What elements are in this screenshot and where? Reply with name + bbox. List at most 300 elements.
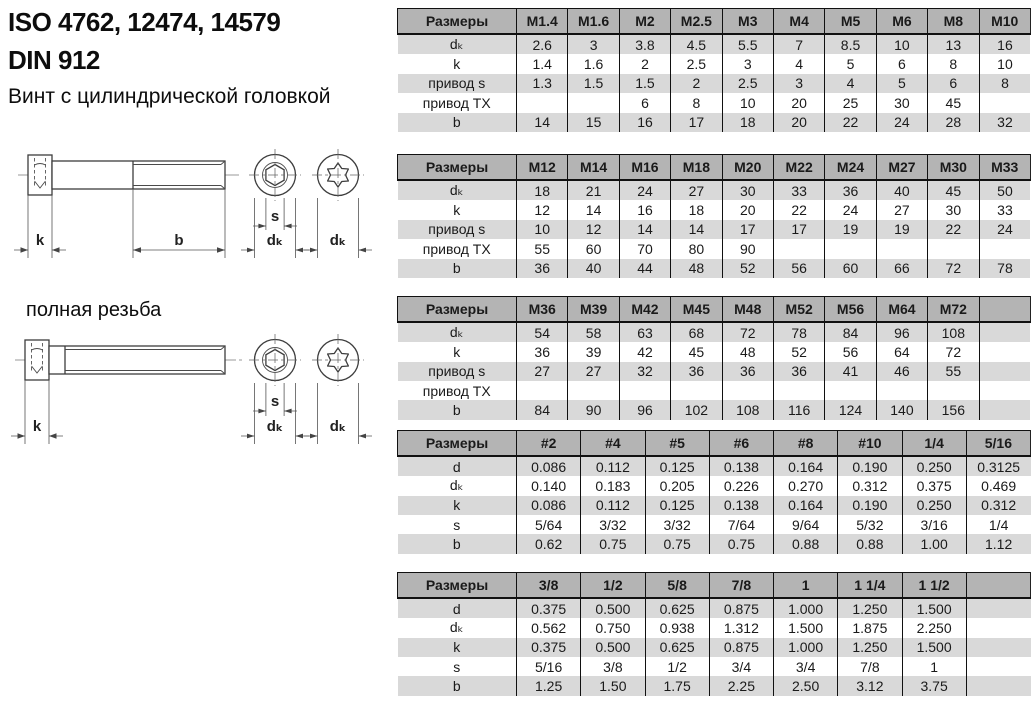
value-cell: 5/32 (838, 515, 902, 534)
value-cell: 2.5 (671, 54, 722, 73)
value-cell: 48 (671, 259, 722, 278)
drawing-partial-thread-screw (8, 145, 388, 270)
value-cell: 2 (671, 74, 722, 93)
column-header-cell: M56 (825, 296, 876, 322)
column-header-cell: M24 (825, 154, 876, 180)
value-cell: 0.469 (966, 476, 1030, 495)
dimension-label-k: k (35, 232, 45, 249)
value-cell: 9/64 (774, 515, 838, 534)
screw-head (25, 340, 49, 380)
value-cell: 10 (876, 34, 927, 54)
value-cell: 0.125 (645, 456, 709, 476)
value-cell: 17 (671, 113, 722, 132)
value-cell: 18 (671, 200, 722, 219)
column-header-cell: #6 (709, 430, 773, 456)
value-cell: 1.5 (619, 74, 670, 93)
row-label-cell: k (398, 54, 517, 73)
value-cell (966, 657, 1030, 676)
value-cell: 36 (773, 362, 824, 381)
screw-side-view (18, 155, 242, 195)
column-header-cell: 1/4 (902, 430, 966, 456)
value-cell: 0.625 (645, 638, 709, 657)
value-cell: 1.250 (838, 638, 902, 657)
value-cell: 0.750 (581, 618, 645, 637)
value-cell: 0.112 (581, 496, 645, 515)
column-header-cell: M45 (671, 296, 722, 322)
value-cell: 6 (876, 54, 927, 73)
row-label-cell: k (398, 200, 517, 219)
page-subtitle: Винт с цилиндрической головкой (8, 85, 331, 108)
value-cell: 25 (825, 93, 876, 112)
dimension-k (14, 195, 66, 258)
hex-socket-end-view (249, 149, 301, 201)
column-header-cell: 1 1/2 (902, 572, 966, 598)
value-cell: 64 (876, 342, 927, 361)
column-header-cell: #8 (774, 430, 838, 456)
value-cell: 55 (928, 362, 979, 381)
dimension-s-hex (253, 198, 297, 230)
value-cell: 16 (619, 200, 670, 219)
value-cell: 1/4 (966, 515, 1030, 534)
column-header-cell: 5/8 (645, 572, 709, 598)
column-header-cell: M2 (619, 9, 670, 35)
value-cell: 1.875 (838, 618, 902, 637)
column-header-cell: 1 (774, 572, 838, 598)
value-cell (979, 381, 1030, 400)
value-cell: 1.500 (902, 638, 966, 657)
value-cell: 60 (825, 259, 876, 278)
value-cell: 0.938 (645, 618, 709, 637)
value-cell: 1.5 (568, 74, 619, 93)
value-cell (722, 381, 773, 400)
screw-shank (49, 346, 225, 374)
table-row (398, 200, 1031, 219)
value-cell (966, 618, 1030, 637)
value-cell: 19 (825, 220, 876, 239)
value-cell: 72 (928, 259, 979, 278)
table-row (398, 534, 1031, 553)
column-header-cell: M2.5 (671, 9, 722, 35)
value-cell: 3/8 (581, 657, 645, 676)
dimension-label-b: b (174, 232, 184, 249)
value-cell (966, 598, 1030, 618)
value-cell (979, 93, 1030, 112)
value-cell (517, 381, 568, 400)
column-header-cell: M64 (876, 296, 927, 322)
row-label-cell: привод s (398, 74, 517, 93)
value-cell: 1/2 (645, 657, 709, 676)
value-cell: 108 (722, 400, 773, 419)
row-label-cell: привод TX (398, 93, 517, 112)
header-row (398, 430, 1031, 456)
value-cell: 0.140 (517, 476, 581, 495)
table-row (398, 113, 1031, 132)
value-cell (928, 239, 979, 258)
value-cell: 10 (979, 54, 1030, 73)
value-cell: 3/4 (709, 657, 773, 676)
screw-side-view (15, 340, 242, 380)
value-cell: 0.75 (581, 534, 645, 553)
value-cell (966, 676, 1030, 695)
value-cell: 70 (619, 239, 670, 258)
value-cell: 0.625 (645, 598, 709, 618)
value-cell (517, 93, 568, 112)
table-row (398, 381, 1031, 400)
value-cell: 1.000 (774, 598, 838, 618)
screw-shank (52, 161, 225, 189)
value-cell: 5 (825, 54, 876, 73)
page-title-line1: ISO 4762, 12474, 14579 (8, 7, 281, 37)
value-cell: 36 (825, 180, 876, 200)
value-cell: 0.312 (838, 476, 902, 495)
row-label-cell: привод s (398, 220, 517, 239)
spec-table-unc-small (397, 430, 1031, 554)
row-label-cell: k (398, 496, 517, 515)
row-label-cell: b (398, 113, 517, 132)
value-cell: 36 (517, 259, 568, 278)
value-cell: 0.138 (709, 456, 773, 476)
value-cell: 45 (671, 342, 722, 361)
column-header-cell: M1.6 (568, 9, 619, 35)
value-cell: 1.250 (838, 598, 902, 618)
value-cell: 1.50 (581, 676, 645, 695)
sizes-header-cell: Размеры (398, 9, 517, 35)
value-cell: 7/8 (838, 657, 902, 676)
table-row (398, 638, 1031, 657)
row-label-cell: d (398, 598, 517, 618)
value-cell (966, 638, 1030, 657)
value-cell: 12 (517, 200, 568, 219)
row-label-cell: dₖ (398, 180, 517, 200)
table-row (398, 54, 1031, 73)
value-cell: 24 (876, 113, 927, 132)
column-header-cell: #5 (645, 430, 709, 456)
value-cell: 2.25 (709, 676, 773, 695)
value-cell: 0.375 (517, 638, 581, 657)
table-row (398, 676, 1031, 695)
value-cell: 4 (825, 74, 876, 93)
row-label-cell: b (398, 534, 517, 553)
value-cell: 3/4 (774, 657, 838, 676)
value-cell: 0.562 (517, 618, 581, 637)
value-cell (671, 381, 722, 400)
table-row (398, 618, 1031, 637)
value-cell: 40 (568, 259, 619, 278)
value-cell: 55 (517, 239, 568, 258)
column-header-cell: M4 (773, 9, 824, 35)
value-cell: 18 (517, 180, 568, 200)
value-cell: 33 (979, 200, 1030, 219)
value-cell: 20 (722, 200, 773, 219)
value-cell: 0.500 (581, 638, 645, 657)
value-cell: 56 (773, 259, 824, 278)
column-header-cell (979, 296, 1030, 322)
value-cell: 27 (517, 362, 568, 381)
dimension-label-dk: dₖ (266, 232, 284, 249)
value-cell: 13 (928, 34, 979, 54)
table-row (398, 342, 1031, 361)
value-cell: 2.6 (517, 34, 568, 54)
value-cell: 60 (568, 239, 619, 258)
value-cell: 1.3 (517, 74, 568, 93)
column-header-cell: M3 (722, 9, 773, 35)
table-row (398, 322, 1031, 342)
table-row (398, 476, 1031, 495)
tables-panel (397, 8, 1030, 696)
column-header-cell: M5 (825, 9, 876, 35)
table-row (398, 496, 1031, 515)
value-cell: 17 (722, 220, 773, 239)
value-cell (568, 93, 619, 112)
value-cell: 0.875 (709, 598, 773, 618)
value-cell: 0.875 (709, 638, 773, 657)
value-cell: 0.190 (838, 456, 902, 476)
value-cell: 36 (671, 362, 722, 381)
value-cell: 1.12 (966, 534, 1030, 553)
value-cell (979, 342, 1030, 361)
dimension-label-s: s (270, 208, 280, 225)
column-header-cell: M39 (568, 296, 619, 322)
header-row (398, 296, 1031, 322)
value-cell: 0.086 (517, 496, 581, 515)
column-header-cell: 1 1/4 (838, 572, 902, 598)
value-cell: 0.375 (902, 476, 966, 495)
value-cell: 10 (517, 220, 568, 239)
value-cell: 0.226 (709, 476, 773, 495)
dimension-k (11, 380, 63, 444)
drawing-full-thread-screw (8, 325, 388, 450)
row-label-cell: привод s (398, 362, 517, 381)
value-cell: 19 (876, 220, 927, 239)
value-cell: 96 (619, 400, 670, 419)
table-row (398, 259, 1031, 278)
row-label-cell: k (398, 638, 517, 657)
value-cell: 63 (619, 322, 670, 342)
header-row (398, 572, 1031, 598)
value-cell: 32 (979, 113, 1030, 132)
value-cell (979, 362, 1030, 381)
page-title-line2: DIN 912 (8, 45, 100, 75)
column-header-cell: M10 (979, 9, 1030, 35)
value-cell: 22 (773, 200, 824, 219)
value-cell: 0.312 (966, 496, 1030, 515)
table-row (398, 93, 1031, 112)
value-cell: 0.190 (838, 496, 902, 515)
sizes-header-cell: Размеры (398, 430, 517, 456)
table-row (398, 74, 1031, 93)
value-cell: 7/64 (709, 515, 773, 534)
value-cell: 7 (773, 34, 824, 54)
value-cell: 3.75 (902, 676, 966, 695)
row-label-cell: s (398, 515, 517, 534)
value-cell: 15 (568, 113, 619, 132)
value-cell: 48 (722, 342, 773, 361)
value-cell: 3/16 (902, 515, 966, 534)
value-cell: 90 (722, 239, 773, 258)
value-cell: 6 (619, 93, 670, 112)
value-cell: 0.086 (517, 456, 581, 476)
value-cell: 84 (825, 322, 876, 342)
value-cell: 24 (619, 180, 670, 200)
value-cell (825, 239, 876, 258)
dimension-label-dk: dₖ (329, 418, 347, 435)
value-cell: 1.500 (902, 598, 966, 618)
dimension-dk-torx (304, 198, 372, 258)
value-cell: 1.00 (902, 534, 966, 553)
value-cell: 24 (979, 220, 1030, 239)
value-cell (876, 381, 927, 400)
column-header-cell (966, 572, 1030, 598)
column-header-cell: M72 (928, 296, 979, 322)
value-cell: 42 (619, 342, 670, 361)
value-cell: 54 (517, 322, 568, 342)
value-cell: 33 (773, 180, 824, 200)
value-cell: 17 (773, 220, 824, 239)
column-header-cell: M30 (928, 154, 979, 180)
row-label-cell: b (398, 259, 517, 278)
value-cell: 41 (825, 362, 876, 381)
value-cell: 5.5 (722, 34, 773, 54)
value-cell: 1.25 (517, 676, 581, 695)
column-header-cell: M1.4 (517, 9, 568, 35)
torx-end-view (312, 149, 364, 201)
value-cell: 1.312 (709, 618, 773, 637)
value-cell: 24 (825, 200, 876, 219)
dimension-label-dk: dₖ (329, 232, 347, 249)
value-cell: 66 (876, 259, 927, 278)
value-cell: 1.6 (568, 54, 619, 73)
value-cell: 46 (876, 362, 927, 381)
value-cell: 6 (928, 74, 979, 93)
row-label-cell: привод TX (398, 381, 517, 400)
value-cell: 14 (671, 220, 722, 239)
value-cell: 8 (979, 74, 1030, 93)
value-cell: 30 (928, 200, 979, 219)
value-cell: 0.138 (709, 496, 773, 515)
value-cell: 2.250 (902, 618, 966, 637)
value-cell: 96 (876, 322, 927, 342)
row-label-cell: dₖ (398, 618, 517, 637)
value-cell (773, 239, 824, 258)
value-cell: 124 (825, 400, 876, 419)
table-row (398, 180, 1031, 200)
value-cell: 0.164 (774, 456, 838, 476)
value-cell: 5 (876, 74, 927, 93)
dimension-dk-hex (241, 198, 309, 258)
hex-socket-end-view (249, 334, 301, 386)
column-header-cell: #10 (838, 430, 902, 456)
value-cell: 56 (825, 342, 876, 361)
value-cell: 2.5 (722, 74, 773, 93)
column-header-cell: M52 (773, 296, 824, 322)
value-cell: 90 (568, 400, 619, 419)
value-cell: 1.000 (774, 638, 838, 657)
value-cell: 20 (773, 93, 824, 112)
value-cell: 30 (876, 93, 927, 112)
table-row (398, 598, 1031, 618)
value-cell: 14 (568, 200, 619, 219)
column-header-cell: #4 (581, 430, 645, 456)
torx-end-view (312, 334, 364, 386)
value-cell: 8 (671, 93, 722, 112)
value-cell: 3.8 (619, 34, 670, 54)
value-cell: 3/32 (645, 515, 709, 534)
spec-table-metric-medium (397, 154, 1031, 278)
value-cell: 68 (671, 322, 722, 342)
value-cell: 0.75 (645, 534, 709, 553)
column-header-cell: M12 (517, 154, 568, 180)
value-cell: 3.12 (838, 676, 902, 695)
column-header-cell: M42 (619, 296, 670, 322)
value-cell: 0.62 (517, 534, 581, 553)
column-header-cell: M14 (568, 154, 619, 180)
column-header-cell: 5/16 (966, 430, 1030, 456)
value-cell (568, 381, 619, 400)
value-cell: 2.50 (774, 676, 838, 695)
value-cell: 78 (979, 259, 1030, 278)
screw-head (28, 155, 52, 195)
dimension-label-k: k (32, 418, 42, 435)
column-header-cell: M27 (876, 154, 927, 180)
value-cell: 52 (773, 342, 824, 361)
value-cell: 18 (722, 113, 773, 132)
value-cell (928, 381, 979, 400)
value-cell: 22 (928, 220, 979, 239)
value-cell: 116 (773, 400, 824, 419)
value-cell: 5/16 (517, 657, 581, 676)
table-row (398, 657, 1031, 676)
value-cell: 108 (928, 322, 979, 342)
value-cell: 27 (568, 362, 619, 381)
value-cell: 3/32 (581, 515, 645, 534)
value-cell (773, 381, 824, 400)
value-cell: 22 (825, 113, 876, 132)
column-header-cell: M22 (773, 154, 824, 180)
value-cell (979, 400, 1030, 419)
value-cell: 2 (619, 54, 670, 73)
dimension-dk-torx (304, 383, 372, 444)
row-label-cell: d (398, 456, 517, 476)
value-cell: 0.375 (517, 598, 581, 618)
spec-table-metric-large (397, 296, 1031, 420)
value-cell: 1 (902, 657, 966, 676)
value-cell: 102 (671, 400, 722, 419)
sizes-header-cell: Размеры (398, 154, 517, 180)
spec-table-metric-small (397, 8, 1031, 132)
value-cell (979, 239, 1030, 258)
row-label-cell: dₖ (398, 322, 517, 342)
value-cell: 0.250 (902, 496, 966, 515)
value-cell: 8.5 (825, 34, 876, 54)
value-cell: 4.5 (671, 34, 722, 54)
table-row (398, 515, 1031, 534)
value-cell: 52 (722, 259, 773, 278)
column-header-cell: M20 (722, 154, 773, 180)
value-cell: 84 (517, 400, 568, 419)
value-cell: 30 (722, 180, 773, 200)
value-cell: 3 (568, 34, 619, 54)
sizes-header-cell: Размеры (398, 572, 517, 598)
column-header-cell: 3/8 (517, 572, 581, 598)
value-cell: 39 (568, 342, 619, 361)
value-cell (619, 381, 670, 400)
value-cell: 14 (517, 113, 568, 132)
value-cell: 0.270 (774, 476, 838, 495)
row-label-cell: привод TX (398, 239, 517, 258)
value-cell: 16 (979, 34, 1030, 54)
table-row (398, 34, 1031, 54)
value-cell: 12 (568, 220, 619, 239)
